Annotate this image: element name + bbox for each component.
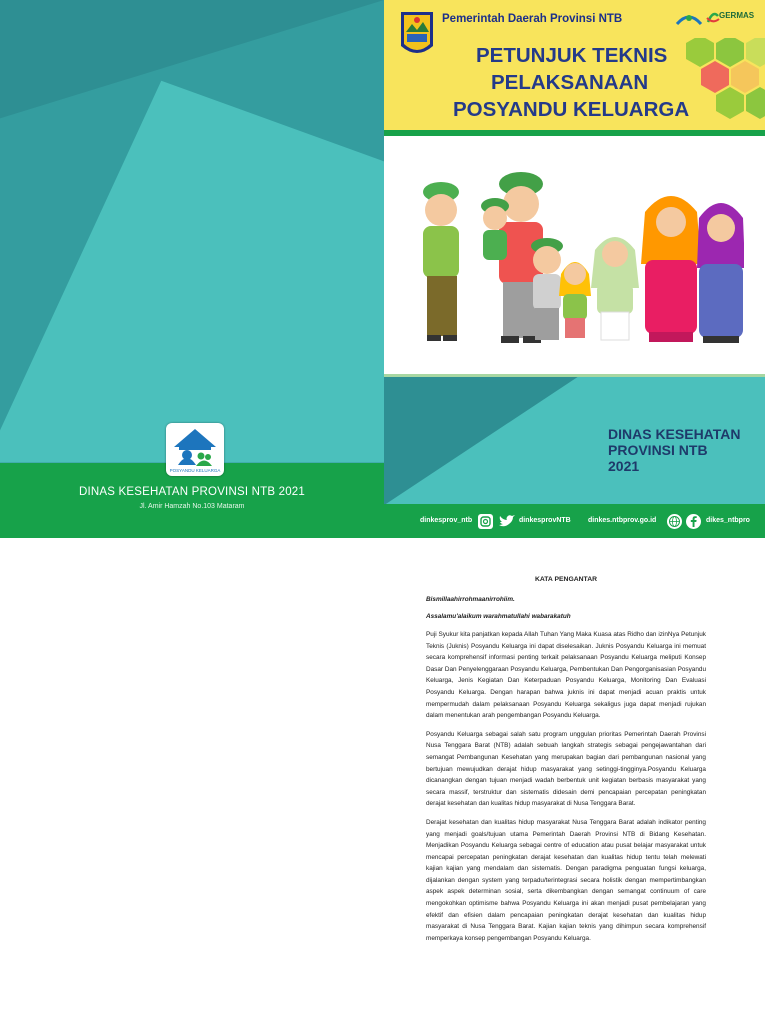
logo-text: POSYANDU KELUARGA [169, 468, 221, 473]
publisher-line: PROVINSI NTB [608, 442, 708, 458]
back-cover-title: DINAS KESEHATAN PROVINSI NTB 2021 [78, 486, 305, 498]
back-cover [0, 0, 384, 538]
government-name: Pemerintah Daerah Provinsi NTB [442, 13, 623, 25]
publisher-line: 2021 [608, 458, 640, 474]
hexagon-decoration [672, 38, 765, 130]
document-title-line: PELAKSANAAN [491, 71, 649, 94]
document-title-line: PETUNJUK TEKNIS [476, 44, 668, 67]
germas-icon [706, 10, 720, 24]
twitter-handle: dinkesprovNTB [519, 517, 571, 524]
website-url: dinkes.ntbprov.go.id [588, 517, 657, 524]
twitter-icon [498, 514, 513, 529]
publisher-panel [384, 374, 765, 538]
instagram-icon [478, 514, 493, 529]
preface-page [426, 575, 706, 951]
preface-paragraph: Derajat kesehatan dan kualitas hidup masyarakat Nusa Tenggara Barat adalah indikator penting yang menjadi goals/tujuan utama Pemerintah Daerah Provinsi NTB di Bidang Kesehatan. Menjadikan Posyandu Keluarga sebagai centre of education atau pusat belajar masyarakat untuk mencapai percepatan peningkatan derajat kesehatan dan kualitas hidup tentu telah melewati kajian kajian yang mendalam dan sistematis. Dengan paradigma penguatan fungsi keluarga, dijalankan dengan system yang terpadu/terintegrasi secara holistik dengan mempertimbangkan aspek aspek determinan sosial, serta dikembangkan dengan semangat continuum of care mengokohkan optimisme bahwa Posyandu Keluarga ini akan menjadi pusat pembelajaran yang efektif dan efisien dalam pencapaian peningkatan derajat kesehatan dan kualitas hidup masyarakat di Nusa Tenggara Barat. Kajian kajian teknis yang dihimpun secara komprehensif memperkaya konsep pengembangan Posyandu Keluarga. [426, 818, 706, 942]
germas-logo [706, 8, 758, 32]
preface-heading: KATA PENGANTAR [534, 576, 598, 583]
instagram-handle: dinkesprov_ntb [420, 517, 473, 524]
greeting-salam: Assalamu'alaikum warahmatullahi wabarakatuh [426, 613, 571, 620]
preface-paragraph: Posyandu Keluarga sebagai salah satu program unggulan prioritas Pemerintah Daerah Provinsi Nusa Tenggara Barat (NTB) adalah sebuah langkah strategis sebagai pengejawantahan dari semangat Pembangunan Kesehatan yang merupakan bagian dari pembangunan nasional yang bertujuan mewujudkan derajat hidup masyarakat yang setinggi-tingginya.Posyandu Keluarga dicanangkan dengan tujuan menjadi wadah berbentuk unit kegiatan berbasis masyarakat yang secara massif, terstruktur dan sistematis didesain demi pencapaian percepatan peningkatan derajat kesehatan dan kualitas hidup masyarakat di Nusa Tenggara Barat. [426, 730, 706, 808]
posyandu-logo-icon [166, 423, 224, 476]
social-links [384, 512, 765, 532]
preface-paragraph: Puji Syukur kita panjatkan kepada Allah Tuhan Yang Maka Kuasa atas Ridho dan izinNya Petunjuk Teknis (Juknis) Posyandu Keluarga ini dapat diselesaikan. Juknis Posyandu Keluarga ini memuat secara komprehensif informasi penting terkait pelaksanaan Posyandu Keluarga meliputi Konsep Dasar Dan Penyelenggaraan Posyandu Keluarga, Pembentukan Dan Pengorganisasian Posyandu Keluarga, Jenis Kegiatan Dan Keterpaduan Posyandu Keluarga, Monitoring Dan Evaluasi Posyandu Keluarga. Dengan harapan bahwa juknis ini dapat menjadi acuan praktis untuk mempermudah dalam pelaksanaan Posyandu Keluarga sekaligus juga dapat menjadi rujukan dalam menentukan arah pengembangan Posyandu Keluarga. [426, 631, 706, 720]
panel-divider [384, 374, 765, 377]
family-illustration-icon [409, 170, 744, 355]
globe-icon [667, 514, 682, 529]
facebook-handle: dikes_ntbpro [706, 517, 750, 524]
title-banner [384, 0, 765, 130]
greeting-basmalah: Bismillaahirrohmaanirrohiim. [426, 596, 515, 603]
ntb-emblem-icon [399, 10, 435, 62]
publisher-line: DINAS KESEHATAN [608, 426, 741, 442]
front-cover [384, 0, 765, 538]
back-cover-address: Jl. Amir Hamzah No.103 Mataram [139, 503, 245, 510]
divider [384, 130, 765, 136]
document-title-line: POSYANDU KELUARGA [453, 98, 690, 121]
facebook-icon [686, 514, 701, 529]
ministry-logo-icon [674, 8, 704, 30]
germas-label: GERMAS [719, 11, 755, 20]
